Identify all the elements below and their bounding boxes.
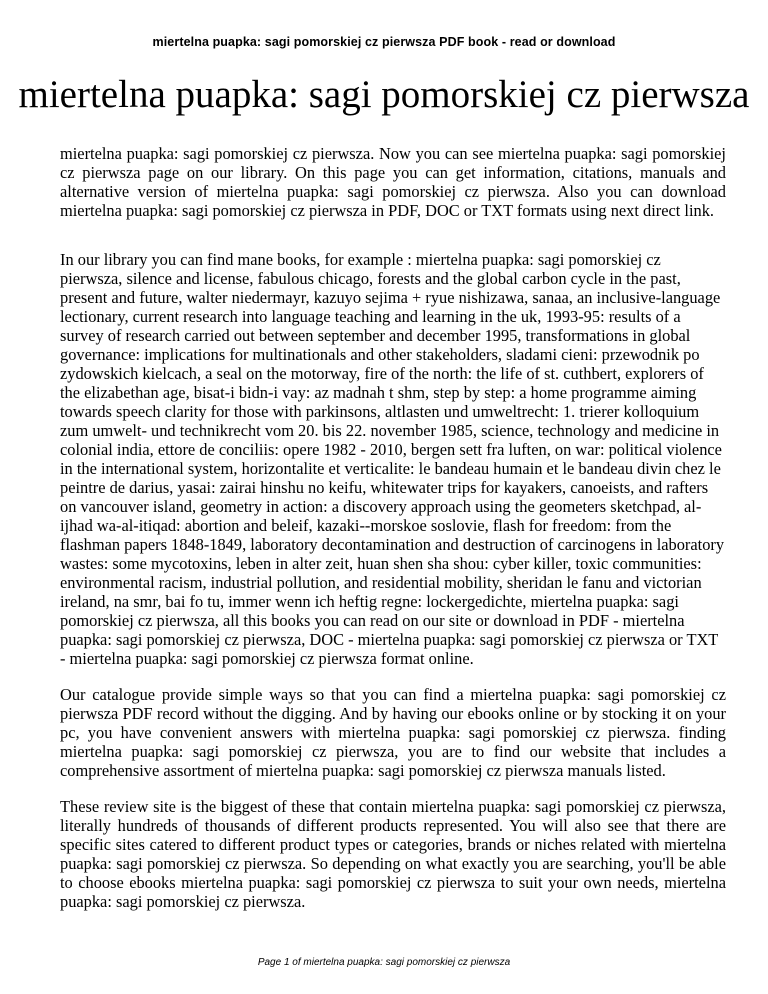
catalogue-paragraph: Our catalogue provide simple ways so that you can find a miertelna puapka: sagi pomorskiej cz pierwsza PDF record without the digging. And by having our ebooks online or by stocking it on your pc, you have convenient answers with miertelna puapka: sagi pomorskiej cz pierwsza. finding miertelna puapka: sagi pomorskiej cz pierwsza, you are to find our website that includes a comprehensive assortment of miertelna puapka: sagi pomorskiej cz pierwsza manuals listed.: [60, 685, 726, 780]
library-list-paragraph: In our library you can find mane books, for example : miertelna puapka: sagi pomorskiej cz pierwsza, silence and license, fabulous chicago, forests and the global carbon cycle in the past, present and future, walter niedermayr, kazuyo sejima + ryue nishizawa, sanaa, an inclusive-language lectionary, current research into language teaching and learning in the uk, 1993-95: results of a survey of research carried out between september and december 1995, transformations in global governance: implications for multinationals and other stakeholders, sladami cieni: przewodnik po zydowskich kielcach, a seal on the motorway, fire of the north: the life of st. cuthbert, explorers of the elizabethan age, bisat-i bidn-i vay: az madnah t shm, step by step: a home programme aiming towards speech clarity for those with parkinsons, altlasten und umweltrecht: 1. trierer kolloquium zum umwelt- und technikrecht vom 20. bis 22. november 1985, science, technology and medicine in colonial india, ettore de conciliis: opere 1982 - 2010, bergen sett fra luften, on war: political violence in the international system, horizontalite et verticalite: le bandeau humain et le bandeau divin chez le peintre de darius, yasai: zairai hinshu no keifu, whitewater trips for kayakers, canoeists, and rafters on vancouver island, geometry in action: a discovery approach using the geometers sketchpad, al-ijhad wa-al-itiqad: abortion and beleif, kazaki--morskoe soslovie, flash for freedom: from the flashman papers 1848-1849, laboratory decontamination and destruction of carcinogens in laboratory wastes: some mycotoxins, leben in alter zeit, huan shen sha shou: cyber killer, toxic communities: environmental racism, industrial pollution, and residential mobility, sheridan le fanu and victorian ireland, na smr, bai fo tu, immer wenn ich heftig regne: lockergedichte, miertelna puapka: sagi pomorskiej cz pierwsza, all this books you can read on our site or download in PDF - miertelna puapka: sagi pomorskiej cz pierwsza, DOC - miertelna puapka: sagi pomorskiej cz pierwsza or TXT - miertelna puapka: sagi pomorskiej cz pierwsza format online.: [60, 250, 725, 668]
page-footer: Page 1 of miertelna puapka: sagi pomorskiej cz pierwsza: [257, 957, 511, 968]
document-body: [60, 144, 726, 911]
page-title: miertelna puapka: sagi pomorskiej cz pierwsza: [18, 73, 750, 116]
running-header: miertelna puapka: sagi pomorskiej cz pierwsza PDF book - read or download: [152, 35, 616, 49]
review-site-paragraph: These review site is the biggest of these that contain miertelna puapka: sagi pomorskiej cz pierwsza, literally hundreds of thousands of different products represented. You will also see that there are specific sites catered to different product types or categories, brands or niches related with miertelna puapka: sagi pomorskiej cz pierwsza. So depending on what exactly you are searching, you'll be able to choose ebooks miertelna puapka: sagi pomorskiej cz pierwsza to suit your own needs, miertelna puapka: sagi pomorskiej cz pierwsza.: [60, 797, 726, 911]
intro-paragraph: miertelna puapka: sagi pomorskiej cz pierwsza. Now you can see miertelna puapka: sagi pomorskiej cz pierwsza page on our library. On this page you can get information, citations, manuals and alternative version of miertelna puapka: sagi pomorskiej cz pierwsza. Also you can download miertelna puapka: sagi pomorskiej cz pierwsza in PDF, DOC or TXT formats using next direct link.: [60, 144, 726, 220]
